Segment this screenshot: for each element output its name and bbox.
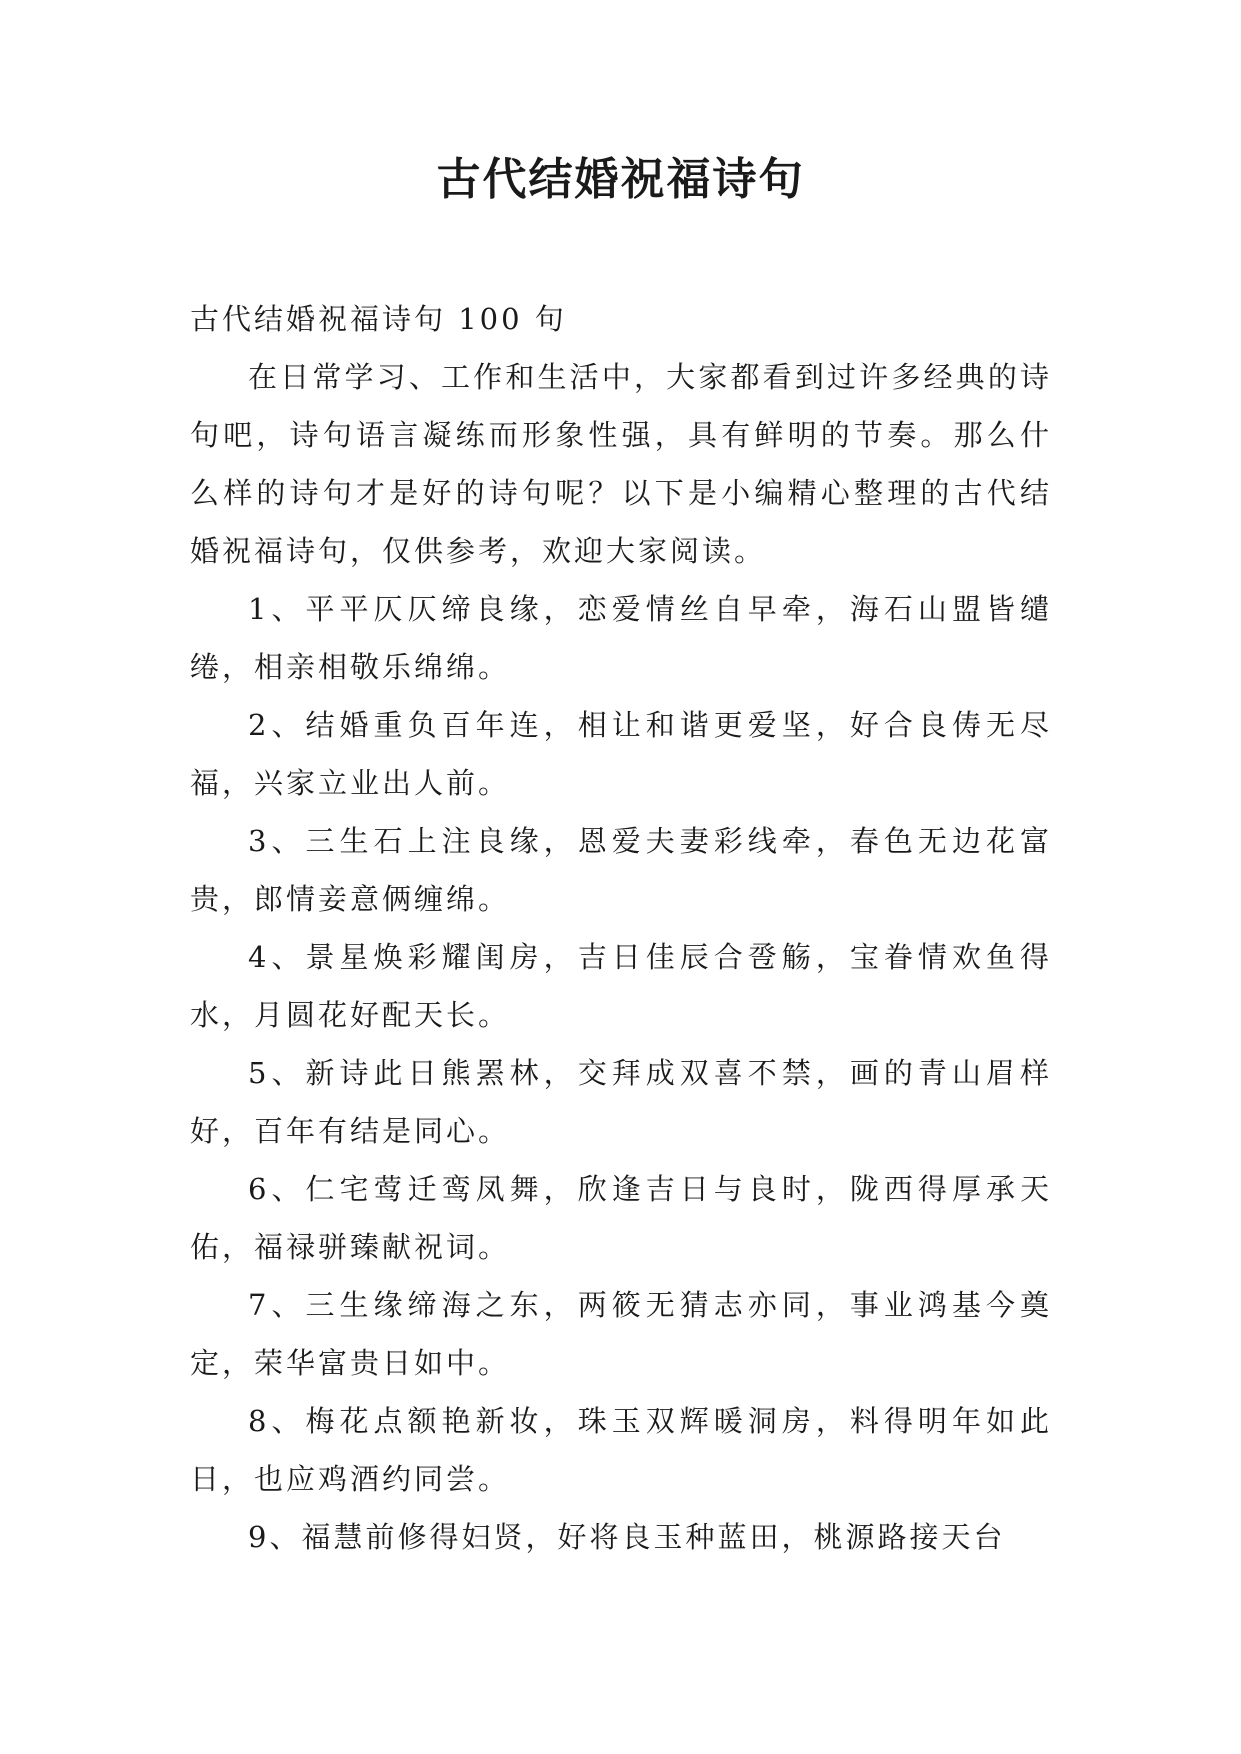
poem-paragraph: 8、梅花点额艳新妆，珠玉双辉暖洞房，料得明年如此日，也应鸡酒约同尝。: [190, 1404, 1052, 1496]
poem-paragraph: 5、新诗此日熊罴林，交拜成双喜不禁，画的青山眉样好，百年有结是同心。: [190, 1056, 1052, 1148]
document-title: 古代结婚祝福诗句: [436, 154, 805, 205]
document-body: [190, 290, 1052, 1566]
poem-paragraph: 2、结婚重负百年连，相让和谐更爱坚，好合良俦无尽福，兴家立业出人前。: [190, 708, 1052, 800]
poem-paragraph: 3、三生石上注良缘，恩爱夫妻彩线牵，春色无边花富贵，郎情妾意俩缠绵。: [190, 824, 1052, 916]
poem-paragraph: 6、仁宅莺迁鸾凤舞，欣逢吉日与良时，陇西得厚承天佑，福禄骈臻献祝词。: [190, 1172, 1052, 1264]
poem-paragraph: 9、福慧前修得妇贤，好将良玉种蓝田，桃源路接天台: [248, 1520, 1006, 1554]
poem-paragraph: 1、平平仄仄缔良缘，恋爱情丝自早牵，海石山盟皆缱绻，相亲相敬乐绵绵。: [190, 592, 1052, 684]
intro-paragraph: 在日常学习、工作和生活中，大家都看到过许多经典的诗句吧，诗句语言凝练而形象性强，具有鲜明的节奏。那么什么样的诗句才是好的诗句呢？以下是小编精心整理的古代结婚祝福诗句，仅供参考，欢迎大家阅读。: [190, 360, 1052, 568]
poem-paragraph: 7、三生缘缔海之东，两筱无猜志亦同，事业鸿基今奠定，荣华富贵日如中。: [190, 1288, 1052, 1380]
poem-paragraph: 4、景星焕彩耀闺房，吉日佳辰合卺觞，宝眷情欢鱼得水，月圆花好配天长。: [190, 940, 1052, 1032]
document-subtitle: 古代结婚祝福诗句 100 句: [190, 302, 567, 336]
